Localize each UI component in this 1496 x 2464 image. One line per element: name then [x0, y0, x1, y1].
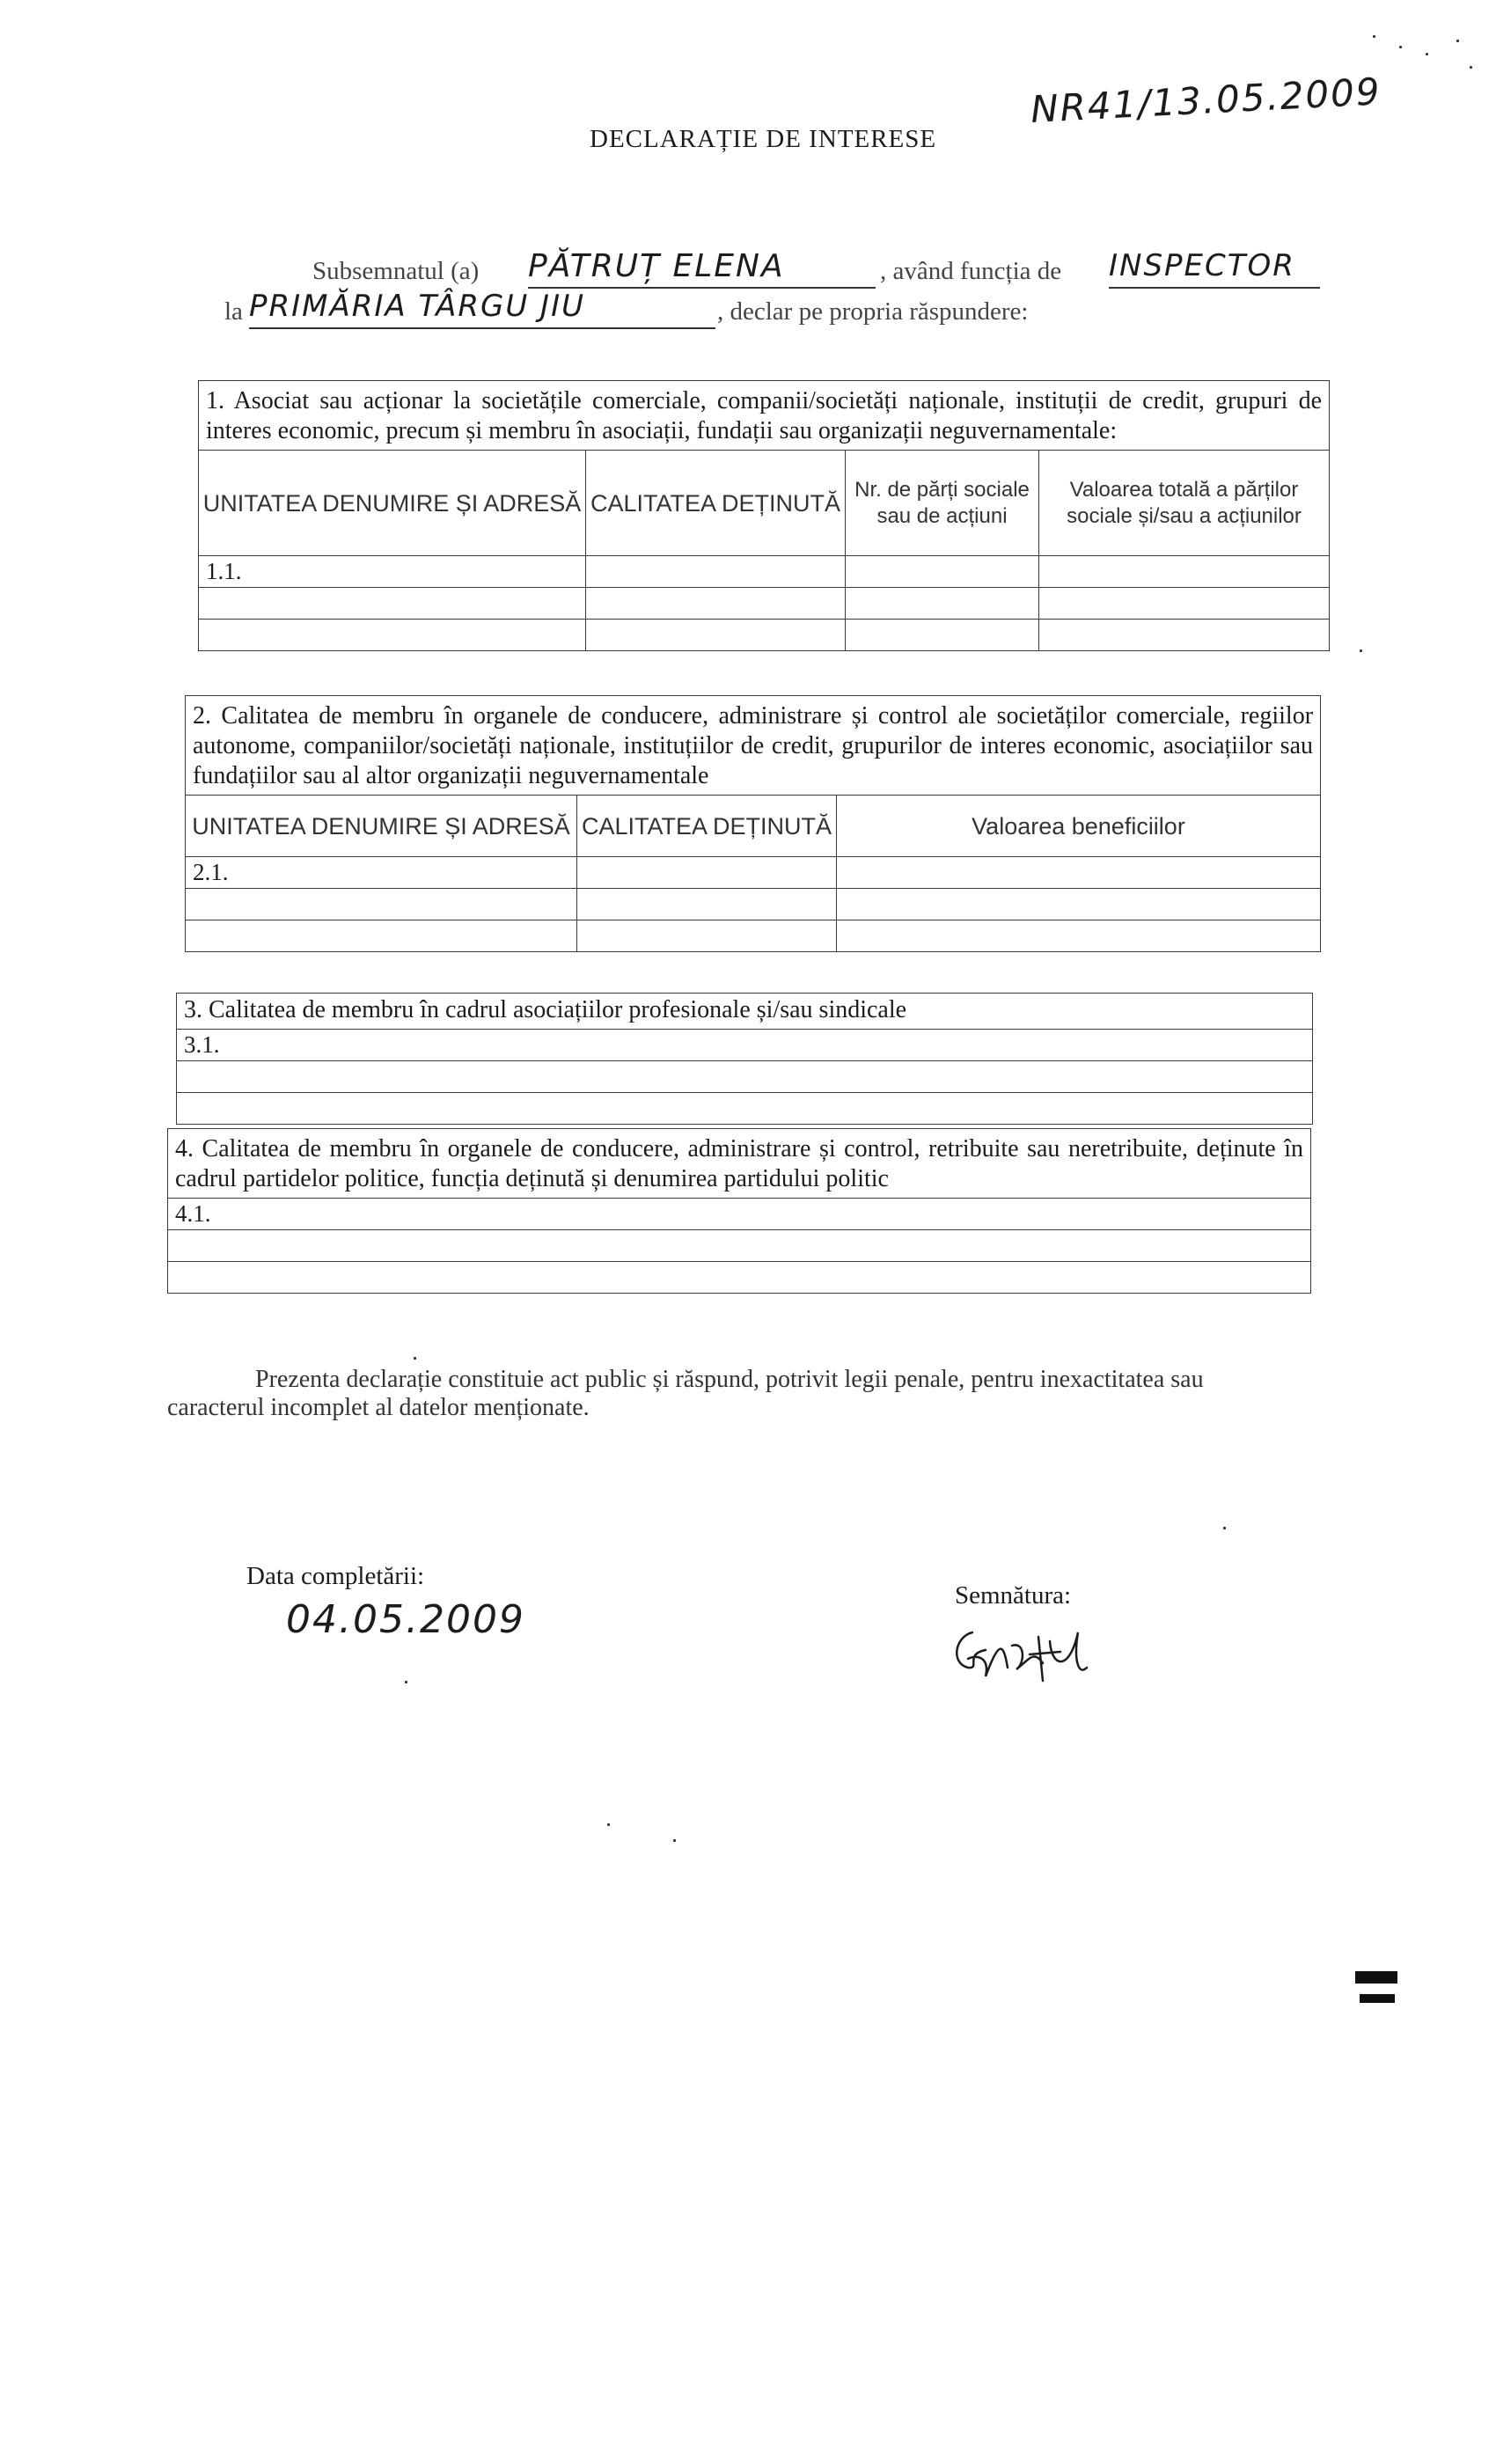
s1-header-nr-parti: Nr. de părți sociale sau de acțiuni — [846, 451, 1039, 556]
s1-row-label: 1.1. — [199, 556, 586, 588]
scan-mark — [1355, 1971, 1397, 1984]
subsemnatul-label: Subsemnatul (a) — [312, 257, 480, 285]
section-3-table — [176, 993, 1313, 1125]
scan-speck — [673, 1839, 676, 1842]
s2-header-valoarea: Valoarea beneficiilor — [837, 796, 1321, 857]
section-1-text: 1. Asociat sau acționar la societățile comerciale, companii/societăți naționale, instituții de credit, grupuri de interes economic, precum și membru în asociații, fundații sau organizații neguvernamentale: — [199, 381, 1330, 451]
s1-header-calitatea: CALITATEA DEȚINUTĂ — [586, 451, 846, 556]
section-1-table — [198, 380, 1330, 651]
institution-field — [249, 289, 715, 329]
date-value: 04.05.2009 — [286, 1597, 525, 1642]
scan-speck — [1373, 35, 1375, 38]
scan-speck — [1360, 649, 1362, 652]
section-3-text: 3. Calitatea de membru în cadrul asociațiilor profesionale și/sau sindicale — [177, 994, 1313, 1030]
section-2-table — [185, 695, 1321, 952]
s2-header-calitatea: CALITATEA DEȚINUTĂ — [577, 796, 837, 857]
signature-icon — [946, 1615, 1096, 1694]
date-label: Data completării: — [246, 1562, 425, 1590]
section-2-text: 2. Calitatea de membru în organele de conducere, administrare și control ale societăților comerciale, regiilor autonome, companiilor/societăți naționale, instituțiilor de credit, grupurilor de interes economic, asociațiilor sau fundațiilor sau al altor organizații neguvernamentale — [186, 696, 1321, 796]
function-field — [1109, 248, 1320, 289]
scan-speck — [1223, 1527, 1226, 1529]
name-field — [528, 248, 876, 289]
s2-row-label: 2.1. — [186, 857, 577, 889]
s3-row-label: 3.1. — [177, 1030, 1313, 1061]
scan-speck — [1470, 66, 1472, 69]
function-label: , având funcția de — [880, 257, 1062, 285]
s1-header-valoarea: Valoarea totală a părților sociale și/sau a acțiunilor — [1039, 451, 1330, 556]
scan-speck — [607, 1823, 610, 1826]
s1-header-unitatea: UNITATEA DENUMIRE ȘI ADRESĂ — [199, 451, 586, 556]
registration-number: NR41/13.05.2009 — [1030, 70, 1382, 131]
footer-statement: Prezenta declarație constituie act public și răspund, potrivit legii penale, pentru inexactitatea sau caracterul incomplet al datelor menționate. — [167, 1366, 1204, 1421]
scan-speck — [1426, 53, 1428, 55]
section-4-text: 4. Calitatea de membru în organele de conducere, administrare și control, retribuite sau neretribuite, deținute în cadrul partidelor politice, funcția deținută și denumirea partidului politic — [168, 1129, 1311, 1199]
signature-label: Semnătura: — [955, 1581, 1072, 1610]
document-title: DECLARAȚIE DE INTERESE — [590, 125, 937, 153]
scan-speck — [1399, 46, 1402, 48]
declar-label: , declar pe propria răspundere: — [717, 297, 1029, 326]
scan-mark — [1360, 1994, 1395, 2003]
declarant-institution: PRIMĂRIA TÂRGU JIU — [249, 289, 585, 324]
declarant-function: INSPECTOR — [1109, 248, 1295, 283]
section-4-table — [167, 1128, 1311, 1294]
s4-row-label: 4.1. — [168, 1199, 1311, 1230]
declarant-name: PĂTRUȚ ELENA — [528, 248, 785, 284]
scan-speck — [414, 1357, 416, 1360]
scan-speck — [405, 1681, 407, 1683]
s2-header-unitatea: UNITATEA DENUMIRE ȘI ADRESĂ — [186, 796, 577, 857]
la-label: la — [224, 297, 243, 326]
scan-speck — [1456, 40, 1459, 42]
